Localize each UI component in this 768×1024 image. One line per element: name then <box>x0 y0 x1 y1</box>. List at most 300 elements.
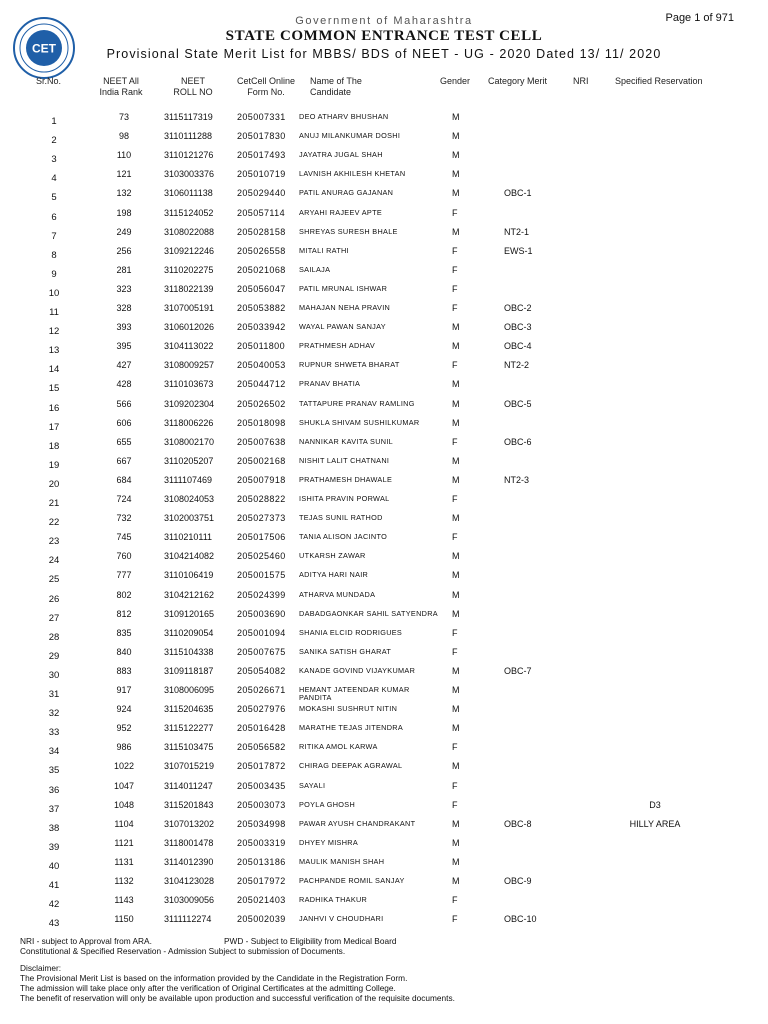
all-india-rank-cell: 121 <box>116 169 132 180</box>
serial-number-cell: 12 <box>48 326 60 338</box>
gender-cell: M <box>452 417 460 428</box>
form-number-cell: 205018098 <box>237 417 286 428</box>
all-india-rank-cell: 924 <box>116 704 132 715</box>
roll-number-cell: 3102003751 <box>164 513 215 524</box>
table-row <box>0 724 768 742</box>
table-row <box>0 839 768 857</box>
gender-cell: M <box>452 665 460 676</box>
form-number-cell: 205028158 <box>237 226 286 237</box>
candidate-name-cell: LAVNISH AKHILESH KHETAN <box>299 169 406 179</box>
serial-number-cell: 15 <box>48 383 60 395</box>
all-india-rank-cell: 732 <box>116 513 132 524</box>
candidate-name-cell: TANIA ALISON JACINTO <box>299 532 388 542</box>
form-number-cell: 205027373 <box>237 513 286 524</box>
table-row <box>0 380 768 398</box>
gender-cell: M <box>452 131 460 142</box>
serial-number-cell: 19 <box>48 459 60 471</box>
candidate-name-cell: ARYAHI RAJEEV APTE <box>299 207 382 217</box>
gender-cell: F <box>452 914 458 925</box>
gender-cell: F <box>452 436 458 447</box>
gender-cell: M <box>452 513 460 524</box>
form-number-cell: 205021403 <box>237 895 286 906</box>
roll-number-cell: 3109212246 <box>164 245 215 256</box>
form-number-cell: 205044712 <box>237 379 286 390</box>
roll-number-cell: 3115201843 <box>164 799 214 810</box>
col-header-gender: Gender <box>440 76 471 86</box>
gender-cell: M <box>452 818 460 829</box>
candidate-name-cell: MAULIK MANISH SHAH <box>299 856 385 866</box>
candidate-name-cell: ANUJ MILANKUMAR DOSHI <box>299 131 401 141</box>
table-row <box>0 151 768 169</box>
form-number-cell: 205056047 <box>237 283 286 294</box>
roll-number-cell: 3118022139 <box>164 283 214 294</box>
serial-number-cell: 37 <box>48 803 60 815</box>
table-row <box>0 514 768 532</box>
serial-number-cell: 42 <box>48 899 60 911</box>
serial-number-cell: 27 <box>48 612 60 624</box>
roll-number-cell: 3110205207 <box>164 455 214 466</box>
gender-cell: M <box>452 685 460 695</box>
candidate-name-cell: SHUKLA SHIVAM SUSHILKUMAR <box>299 417 420 427</box>
gender-cell: M <box>452 761 460 772</box>
category-merit-cell: NT2-1 <box>504 226 530 237</box>
table-row <box>0 132 768 150</box>
gender-cell: F <box>452 245 458 256</box>
col-header-category: Category Merit <box>488 76 548 86</box>
serial-number-cell: 23 <box>48 536 60 548</box>
roll-number-cell: 3109120165 <box>164 608 215 619</box>
candidate-name-cell: PACHPANDE ROMIL SANJAY <box>299 876 405 885</box>
all-india-rank-cell: 132 <box>116 188 132 199</box>
disclaimer-line: The admission will take place only after the verification of Original Certificates at the admitting College. <box>20 983 396 993</box>
roll-number-cell: 3103003376 <box>164 169 215 180</box>
serial-number-cell: 9 <box>51 268 57 280</box>
col-header-rank: NEET All India Rank <box>99 76 143 97</box>
serial-number-cell: 40 <box>48 860 60 872</box>
form-number-cell: 205026558 <box>237 245 286 256</box>
table-row <box>0 170 768 188</box>
all-india-rank-cell: 427 <box>116 360 132 371</box>
table-row <box>0 762 768 780</box>
form-number-cell: 205017830 <box>237 131 286 142</box>
roll-number-cell: 3118006226 <box>164 417 214 428</box>
candidate-name-cell: DHYEY MISHRA <box>299 837 359 847</box>
category-merit-cell: OBC-6 <box>504 436 532 447</box>
roll-number-cell: 3114012390 <box>164 856 214 867</box>
all-india-rank-cell: 256 <box>116 245 132 256</box>
table-row <box>0 896 768 914</box>
form-number-cell: 205001575 <box>237 570 286 581</box>
disclaimer-line: The Provisional Merit List is based on the information provided by the Candidate in the Registration Form. <box>20 973 408 983</box>
gender-cell: M <box>452 169 460 180</box>
candidate-name-cell: HEMANT JATEENDAR KUMAR PANDITA <box>299 685 410 702</box>
roll-number-cell: 3114011247 <box>164 780 213 791</box>
all-india-rank-cell: 98 <box>118 131 129 142</box>
gender-cell: F <box>452 264 458 275</box>
form-number-cell: 205056582 <box>237 742 286 753</box>
serial-number-cell: 5 <box>51 192 57 204</box>
form-number-cell: 205034998 <box>237 818 286 829</box>
form-number-cell: 205024399 <box>237 589 286 600</box>
gender-cell: M <box>452 608 460 619</box>
roll-number-cell: 3108024053 <box>164 494 215 504</box>
all-india-rank-cell: 1104 <box>114 818 134 829</box>
serial-number-cell: 39 <box>48 841 60 853</box>
gender-cell: M <box>452 398 460 409</box>
candidate-name-cell: POYLA GHOSH <box>299 799 356 809</box>
table-row <box>0 610 768 628</box>
all-india-rank-cell: 606 <box>116 417 132 428</box>
table-row <box>0 782 768 800</box>
svg-text:CET: CET <box>32 41 56 56</box>
candidate-name-cell: ISHITA PRAVIN PORWAL <box>299 494 390 503</box>
candidate-name-cell: JAYATRA JUGAL SHAH <box>299 150 383 160</box>
col-header-roll: NEET ROLL NO <box>173 76 213 97</box>
table-row <box>0 323 768 341</box>
table-row <box>0 915 768 933</box>
form-number-cell: 205003435 <box>237 780 286 791</box>
form-number-cell: 205054082 <box>237 665 286 676</box>
serial-number-cell: 20 <box>48 478 60 490</box>
table-row <box>0 266 768 284</box>
all-india-rank-cell: 249 <box>116 226 132 237</box>
table-row <box>0 476 768 494</box>
form-number-cell: 205002168 <box>237 455 286 466</box>
category-merit-cell: OBC-10 <box>504 914 537 925</box>
serial-number-cell: 22 <box>48 517 60 529</box>
form-number-cell: 205007918 <box>237 474 286 485</box>
table-row <box>0 705 768 723</box>
gender-cell: F <box>452 780 458 791</box>
all-india-rank-cell: 986 <box>116 742 132 753</box>
candidate-name-cell: RUPNUR SHWETA BHARAT <box>299 360 400 370</box>
roll-number-cell: 3110103673 <box>164 379 214 390</box>
category-merit-cell: OBC-1 <box>504 188 532 199</box>
category-merit-cell: OBC-8 <box>504 818 532 829</box>
form-number-cell: 205007675 <box>237 646 286 657</box>
serial-number-cell: 25 <box>48 574 60 586</box>
form-number-cell: 205026502 <box>237 398 286 409</box>
form-number-cell: 205017872 <box>237 761 286 772</box>
footer-note-pwd: PWD - Subject to Eligibility from Medical Board <box>224 936 397 946</box>
roll-number-cell: 3110202275 <box>164 264 214 275</box>
roll-number-cell: 3108022088 <box>164 226 215 237</box>
all-india-rank-cell: 1047 <box>113 780 135 791</box>
roll-number-cell: 3115117319 <box>164 112 213 122</box>
form-number-cell: 205017493 <box>237 150 286 161</box>
candidate-name-cell: PAWAR AYUSH CHANDRAKANT <box>299 818 416 828</box>
roll-number-cell: 3108002170 <box>164 436 215 447</box>
roll-number-cell: 3110210111 <box>164 532 213 543</box>
form-number-cell: 205026671 <box>237 685 286 695</box>
roll-number-cell: 3111112274 <box>164 914 212 925</box>
category-merit-cell: OBC-2 <box>504 303 532 313</box>
gender-cell: F <box>452 895 458 906</box>
all-india-rank-cell: 724 <box>116 494 132 504</box>
roll-number-cell: 3107013202 <box>164 818 215 829</box>
roll-number-cell: 3110121276 <box>164 150 214 161</box>
serial-number-cell: 11 <box>49 307 59 318</box>
roll-number-cell: 3110111288 <box>164 131 213 142</box>
serial-number-cell: 21 <box>48 498 60 509</box>
form-number-cell: 205002039 <box>237 914 286 925</box>
form-number-cell: 205007638 <box>237 436 286 447</box>
candidate-name-cell: SAILAJA <box>299 264 331 274</box>
table-row <box>0 361 768 379</box>
all-india-rank-cell: 393 <box>116 322 132 333</box>
serial-number-cell: 38 <box>48 822 60 834</box>
roll-number-cell: 3111107469 <box>164 474 213 485</box>
all-india-rank-cell: 802 <box>116 589 132 600</box>
roll-number-cell: 3115103475 <box>164 742 214 753</box>
all-india-rank-cell: 1143 <box>114 895 134 906</box>
candidate-name-cell: ATHARVA MUNDADA <box>299 589 376 599</box>
form-number-cell: 205040053 <box>237 360 286 371</box>
all-india-rank-cell: 395 <box>116 341 132 352</box>
table-row <box>0 648 768 666</box>
all-india-rank-cell: 952 <box>116 723 132 734</box>
roll-number-cell: 3103009056 <box>164 895 215 906</box>
candidate-name-cell: NANNIKAR KAVITA SUNIL <box>299 436 394 446</box>
table-row <box>0 209 768 227</box>
serial-number-cell: 34 <box>48 746 60 758</box>
table-row <box>0 571 768 589</box>
all-india-rank-cell: 777 <box>116 570 132 581</box>
gender-cell: M <box>452 570 460 581</box>
all-india-rank-cell: 323 <box>116 283 132 294</box>
table-row <box>0 820 768 838</box>
roll-number-cell: 3107015219 <box>164 761 215 772</box>
all-india-rank-cell: 1121 <box>114 837 134 848</box>
serial-number-cell: 6 <box>51 211 57 223</box>
table-row <box>0 495 768 513</box>
candidate-name-cell: JANHVI V CHOUDHARI <box>299 914 384 924</box>
gender-cell: M <box>452 589 460 600</box>
candidate-name-cell: PATIL MRUNAL ISHWAR <box>299 283 388 293</box>
form-number-cell: 205033942 <box>237 322 286 333</box>
gender-cell: M <box>452 341 460 352</box>
candidate-name-cell: RADHIKA THAKUR <box>299 895 368 905</box>
form-number-cell: 205027976 <box>237 704 286 715</box>
gender-cell: M <box>452 837 460 848</box>
form-number-cell: 205057114 <box>237 207 285 218</box>
gender-cell: F <box>452 303 458 313</box>
roll-number-cell: 3106011138 <box>164 188 213 199</box>
all-india-rank-cell: 566 <box>116 398 132 409</box>
gender-cell: M <box>452 876 460 886</box>
roll-number-cell: 3118001478 <box>164 837 214 848</box>
all-india-rank-cell: 883 <box>116 665 132 676</box>
candidate-name-cell: MAHAJAN NEHA PRAVIN <box>299 303 391 312</box>
all-india-rank-cell: 281 <box>116 264 132 275</box>
all-india-rank-cell: 684 <box>116 474 132 485</box>
page-number: Page 1 of 971 <box>665 12 734 24</box>
disclaimer-line: The benefit of reservation will only be available upon production and successful verification of the requisite documents. <box>20 993 455 1003</box>
gender-cell: F <box>452 283 458 294</box>
candidate-name-cell: UTKARSH ZAWAR <box>299 551 366 561</box>
category-merit-cell: OBC-3 <box>504 322 532 333</box>
serial-number-cell: 41 <box>48 880 60 891</box>
form-number-cell: 205016428 <box>237 723 286 734</box>
serial-number-cell: 17 <box>48 421 60 433</box>
specified-reservation-cell: HILLY AREA <box>629 818 681 829</box>
all-india-rank-cell: 1131 <box>114 856 134 867</box>
serial-number-cell: 31 <box>48 689 60 700</box>
serial-number-cell: 24 <box>48 555 60 567</box>
serial-number-cell: 1 <box>51 116 57 127</box>
col-header-name: Name of The Candidate <box>310 76 362 97</box>
category-merit-cell: NT2-2 <box>504 360 530 371</box>
gender-cell: M <box>452 188 460 199</box>
roll-number-cell: 3110106419 <box>164 570 214 581</box>
roll-number-cell: 3110209054 <box>164 627 214 638</box>
all-india-rank-cell: 328 <box>116 303 132 313</box>
all-india-rank-cell: 812 <box>116 608 132 619</box>
gender-cell: M <box>452 704 460 715</box>
candidate-name-cell: SHANIA ELCID RODRIGUES <box>299 627 403 637</box>
serial-number-cell: 18 <box>48 440 60 452</box>
candidate-name-cell: PRATHMESH ADHAV <box>299 341 375 351</box>
all-india-rank-cell: 1048 <box>113 799 135 810</box>
candidate-name-cell: DEO ATHARV BHUSHAN <box>299 112 389 121</box>
table-row <box>0 533 768 551</box>
table-row <box>0 438 768 456</box>
roll-number-cell: 3109118187 <box>164 665 214 676</box>
table-row <box>0 801 768 819</box>
form-number-cell: 205007331 <box>237 112 286 122</box>
candidate-name-cell: PRANAV BHATIA <box>299 379 361 389</box>
all-india-rank-cell: 1132 <box>114 876 134 886</box>
category-merit-cell: OBC-7 <box>504 665 532 676</box>
all-india-rank-cell: 655 <box>116 436 132 447</box>
gender-cell: M <box>452 112 460 122</box>
all-india-rank-cell: 428 <box>116 379 132 390</box>
candidate-name-cell: NISHIT LALIT CHATNANI <box>299 455 390 465</box>
table-row <box>0 457 768 475</box>
form-number-cell: 205003319 <box>237 837 286 848</box>
gender-cell: F <box>452 360 458 371</box>
candidate-name-cell: DABADGAONKAR SAHIL SATYENDRA <box>299 608 438 618</box>
form-number-cell: 205001094 <box>237 627 286 638</box>
col-header-sr: Sr.No. <box>36 76 62 86</box>
serial-number-cell: 33 <box>48 727 60 739</box>
serial-number-cell: 26 <box>48 593 60 605</box>
roll-number-cell: 3104214082 <box>164 551 215 562</box>
gender-cell: M <box>452 150 460 161</box>
serial-number-cell: 32 <box>48 708 60 720</box>
roll-number-cell: 3108009257 <box>164 360 215 371</box>
col-header-form: CetCell Online Form No. <box>236 76 296 97</box>
candidate-name-cell: WAYAL PAWAN SANJAY <box>299 322 386 332</box>
roll-number-cell: 3109202304 <box>164 398 215 409</box>
all-india-rank-cell: 198 <box>116 207 132 218</box>
gender-cell: F <box>452 494 458 504</box>
table-row <box>0 113 768 131</box>
disclaimer-title: Disclaimer: <box>20 963 62 973</box>
category-merit-cell: EWS-1 <box>504 245 533 256</box>
roll-number-cell: 3108006095 <box>164 685 215 695</box>
gender-cell: M <box>452 455 460 466</box>
candidate-name-cell: MITALI RATHI <box>299 245 349 255</box>
serial-number-cell: 36 <box>48 784 60 796</box>
table-row <box>0 285 768 303</box>
candidate-name-cell: SANIKA SATISH GHARAT <box>299 646 392 656</box>
category-merit-cell: OBC-5 <box>504 398 532 409</box>
gender-cell: M <box>452 226 460 237</box>
footer-note-reservation: Constitutional & Specified Reservation - Admission Subject to submission of Documents. <box>20 946 346 956</box>
candidate-name-cell: TEJAS SUNIL RATHOD <box>299 513 383 523</box>
serial-number-cell: 29 <box>48 650 60 662</box>
all-india-rank-cell: 1150 <box>114 914 134 925</box>
gender-cell: M <box>452 379 460 390</box>
table-row <box>0 228 768 246</box>
table-row <box>0 419 768 437</box>
candidate-name-cell: ADITYA HARI NAIR <box>299 570 369 580</box>
table-row <box>0 877 768 895</box>
all-india-rank-cell: 1022 <box>113 761 135 772</box>
form-number-cell: 205053882 <box>237 303 286 313</box>
serial-number-cell: 16 <box>48 402 60 414</box>
category-merit-cell: NT2-3 <box>504 474 530 485</box>
gender-cell: F <box>452 799 458 810</box>
table-row <box>0 189 768 207</box>
gender-cell: F <box>452 646 458 657</box>
gender-cell: F <box>452 207 458 218</box>
roll-number-cell: 3104212162 <box>164 589 215 600</box>
gender-cell: M <box>452 322 460 333</box>
candidate-name-cell: KANADE GOVIND VIJAYKUMAR <box>299 665 416 675</box>
candidate-name-cell: TATTAPURE PRANAV RAMLING <box>299 398 415 408</box>
serial-number-cell: 28 <box>48 631 60 643</box>
merit-list-subtitle: Provisional State Merit List for MBBS/ BDS of NEET - UG - 2020 Dated 13/ 11/ 2020 <box>106 47 662 61</box>
gender-cell: F <box>452 627 458 638</box>
serial-number-cell: 13 <box>48 345 60 357</box>
form-number-cell: 205021068 <box>237 264 286 275</box>
table-row <box>0 629 768 647</box>
gender-cell: M <box>452 856 460 867</box>
all-india-rank-cell: 745 <box>116 532 132 543</box>
all-india-rank-cell: 667 <box>116 455 132 466</box>
serial-number-cell: 2 <box>51 135 57 147</box>
table-row <box>0 247 768 265</box>
roll-number-cell: 3106012026 <box>164 322 215 333</box>
roll-number-cell: 3115122277 <box>164 723 214 734</box>
roll-number-cell: 3115204635 <box>164 704 214 715</box>
candidate-name-cell: PATIL ANURAG GAJANAN <box>299 188 394 198</box>
all-india-rank-cell: 110 <box>116 150 132 161</box>
category-merit-cell: OBC-9 <box>504 876 532 886</box>
table-row <box>0 667 768 685</box>
candidate-name-cell: MOKASHI SUSHRUT NITIN <box>299 704 398 714</box>
table-row <box>0 552 768 570</box>
serial-number-cell: 10 <box>48 287 60 299</box>
all-india-rank-cell: 835 <box>116 627 132 638</box>
roll-number-cell: 3115124052 <box>164 207 214 218</box>
col-header-specified: Specified Reservation <box>615 76 703 86</box>
form-number-cell: 205017972 <box>237 876 286 886</box>
table-row <box>0 304 768 322</box>
serial-number-cell: 7 <box>51 230 57 242</box>
table-row <box>0 743 768 761</box>
specified-reservation-cell: D3 <box>649 799 661 810</box>
gender-cell: F <box>452 532 458 543</box>
table-row <box>0 591 768 609</box>
col-header-nri: NRI <box>573 76 589 86</box>
form-number-cell: 205013186 <box>237 856 286 867</box>
table-row <box>0 400 768 418</box>
roll-number-cell: 3104123028 <box>164 876 215 886</box>
category-merit-cell: OBC-4 <box>504 341 532 352</box>
